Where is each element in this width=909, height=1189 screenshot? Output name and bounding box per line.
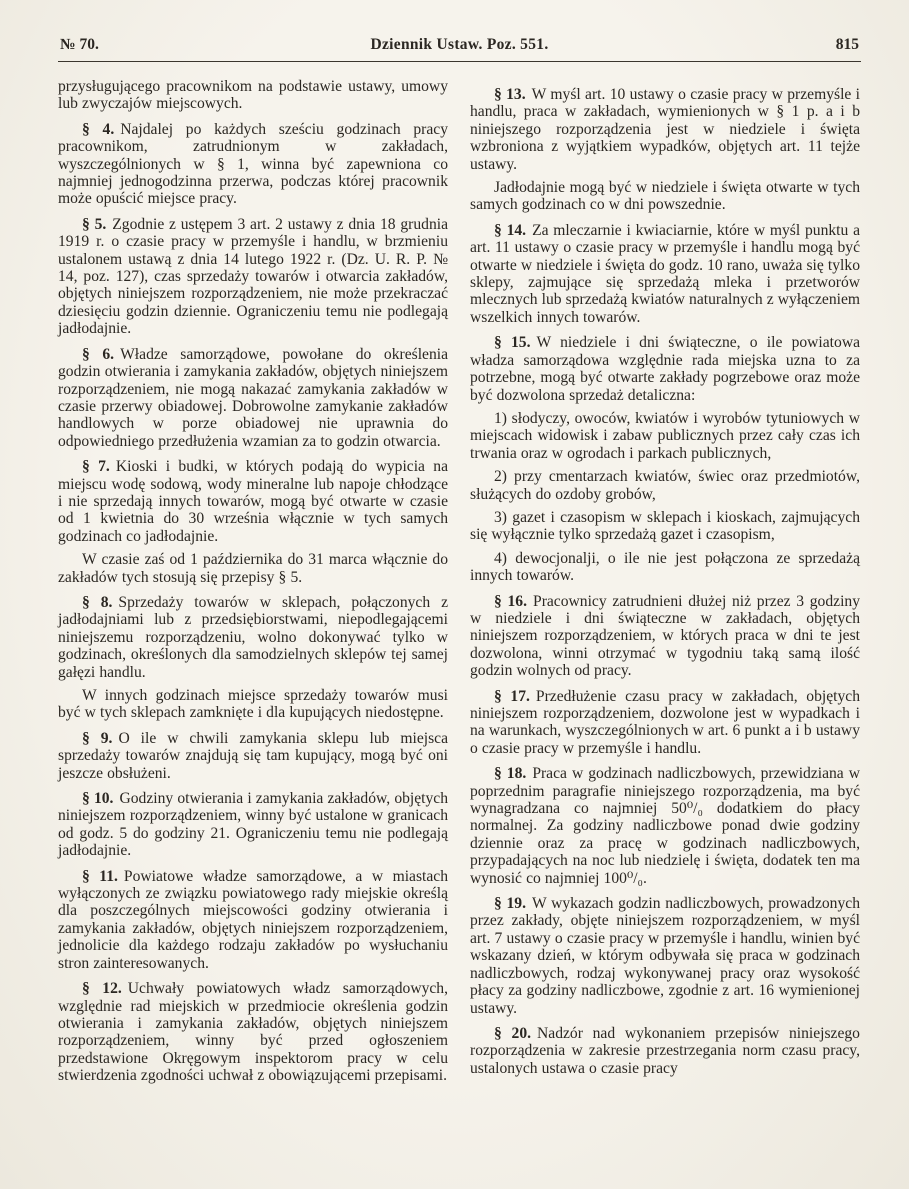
paragraph-text: 3) gazet i czasopism w sklepach i kioskach, zajmujących się wyłącznie tylko sprzedażą gazet i czasopism, [470,508,860,544]
paragraph-text: Powiatowe władze samorządowe, a w miastach wyłączonych ze związku powiatowego rady miejskie określą dla poszczególnych miejscowości godziny otwierania i zamykania zakładów, objętych niniejszem rozporządzeniem, jednolicie dla każdego rodzaju zakładów po wysłuchaniu stron zainteresowanych. [58,867,448,972]
section-paragraph [470,593,860,680]
paragraph-text: Kioski i budki, w których podają do wypicia na miejscu wodę sodową, wody mineralne lub napoje chłodzące i nie sprzedają innych towarów, mogą być otwarte w czasie od 1 kwietnia do 30 września włącznie w tych samych godzinach co jadłodajnie. [58,458,449,545]
section-number: § 5. [82,215,107,233]
two-column-body [58,78,861,1085]
paragraph-text: W czasie zaś od 1 października do 31 marca włącznie do zakładów tych stosują się przepisy § 5. [58,551,448,586]
paragraph-text: Sprzedaży towarów w sklepach, połączonych z jadłodajniami lub z przedsiębiorstwami, niepodlegającemi niniejszemu rozporządzeniu, wolno dokonywać tylko w godzinach, określonych dla samodzielnych sklepów tej samej gałęzi handlu. [58,593,448,681]
page-header [58,30,861,62]
section-paragraph [470,334,860,404]
section-paragraph [58,458,448,545]
section-paragraph [470,688,860,758]
section-paragraph [58,346,448,450]
section-number: § 14. [494,221,527,239]
section-number: § 20. [494,1024,532,1042]
paragraph-text: Najdalej po każdych sześciu godzinach pracy pracownikom, zatrudnionym w zakładach, wyszczególnionych w § 1, winna być zapewniona co najmniej jednogodzinna przerwa, podczas której pracownik może opuścić miejsce pracy. [58,120,448,208]
paragraph [470,468,860,503]
paragraph-text: Przedłużenie czasu pracy w zakładach, objętych niniejszem rozporządzeniem, dozwolone jest w wypadkach i na warunkach, wyszczególnionych w art. 6 punkt a i b ustawy o czasie pracy w przemyśle i handlu. [470,687,861,757]
paragraph-text: W myśl art. 10 ustawy o czasie pracy w przemyśle i handlu, praca w zakładach, wymienionych w § 1 p. a i b niniejszego rozporządzenia jest w niedziele i święta wzbroniona z wyjątkiem wypadków, objętych art. 11 tejże ustawy. [470,86,860,173]
page-number: 815 [835,36,859,53]
section-number: § 15. [494,334,531,352]
paragraph-text: 4) dewocjonalji, o ile nie jest połączona ze sprzedażą innych towarów. [470,549,860,585]
paragraph [58,687,448,722]
section-number: § 19. [494,895,526,913]
section-paragraph [470,895,860,1017]
paragraph-text: przysługującego pracownikom na podstawie ustawy, umowy lub zwyczajów miejscowych. [58,78,448,113]
paragraph [470,179,860,214]
paragraph-text: Zgodnie z ustępem 3 art. 2 ustawy z dnia 18 grudnia 1919 r. o czasie pracy w przemyśle i handlu, w brzmieniu ustalonem ustawą z dnia 14 lutego 1922 r. (Dz. U. R. P. № 14, poz. 127), czas sprzedaży towarów i otwarcia zakładów, objętych niniejszem rozporządzeniem, nie może przekraczać dziesięciu godzin dziennie. Ograniczeniu temu nie podlegają jadłodajnie. [58,215,449,338]
paragraph-text: Nadzór nad wykonaniem przepisów niniejszego rozporządzenia w zakresie przestrzegania norm czasu pracy, ustalonych ustawa o czasie pracy [470,1024,860,1077]
section-number: § 16. [494,592,528,610]
paragraph [58,551,448,586]
section-number: § 13. [494,86,526,103]
paragraph-text: Praca w godzinach nadliczbowych, przewidziana w poprzednim paragrafie niniejszego rozporządzenia, ma być wynagradzana co najmniej 50⁰/₀ dodatkiem do płacy normalnej. Za godziny nadliczbowe ponad dwie godziny dziennie oraz za pracę w godzinach nadliczbowych, przypadających na noc lub niedzielę i święta, dodatek ten ma wynosić co najmniej 100⁰/₀. [470,765,861,887]
section-number: § 10. [82,790,114,808]
paragraph-text: Jadłodajnie mogą być w niedziele i święta otwarte w tych samych godzinach co w dni powszednie. [470,179,860,214]
section-number: § 8. [82,593,113,611]
paragraph-text: 1) słodyczy, owoców, kwiatów i wyrobów tytuniowych w miejscach widowisk i zabaw publicznych przez cały czas ich trwania oraz w ogrodach i parkach publicznych, [470,409,860,462]
paragraph-text: W wykazach godzin nadliczbowych, prowadzonych przez zakłady, objęte niniejszem rozporządzeniem, w myśl art. 7 ustawy o czasie pracy w przemyśle i handlu, winien być wskazany dzień, w którym odbywała się praca w godzinach nadliczbowych, rodzaj wykonywanej pracy oraz wysokość płacy za godziny nadliczbowe, zgodnie z art. 16 wymienionej ustawy. [470,895,860,1017]
paragraph-text: Godziny otwierania i zamykania zakładów, objętych niniejszem rozporządzeniem, winny być ustalone w granicach od godz. 5 do godziny 21. Ograniczeniu temu nie podlegają jadłodajnie. [58,790,449,860]
paragraph-text: Za mleczarnie i kwiaciarnie, które w myśl punktu a art. 11 ustawy o czasie pracy w przemyśle i handlu mogą być otwarte w niedziele i święta do godz. 10 rano, uważa się tylko sklepy, zajmujące się sprzedażą mleka i przetworów mlecznych lub sprzedażą kwiatów naturalnych z wyłączeniem wszelkich innych towarów. [470,221,861,326]
section-paragraph [470,765,860,887]
section-number: § 9. [82,729,113,747]
section-paragraph [470,222,860,326]
paragraph-text: Władze samorządowe, powołane do określenia godzin otwierania i zamykania zakładów, objętych niniejszem rozporządzeniem, nie mogą nakazać zamykania zakładów w czasie przerwy obiadowej. Dobrowolne zamykanie zakładów handlowych w porze obiadowej nie uprawnia do odpowiedniego przedłużenia wzamian za to godzin otwarcia. [58,345,448,450]
section-paragraph [58,594,448,681]
section-paragraph [470,1025,860,1077]
section-number: § 4. [82,120,115,138]
paragraph [470,550,860,585]
paragraph [470,509,860,544]
section-number: § 6. [82,345,115,363]
section-paragraph [58,790,448,860]
section-number: § 17. [494,687,530,705]
paragraph-text: 2) przy cmentarzach kwiatów, świec oraz przedmiotów, służących do ozdoby grobów, [470,468,860,503]
paragraph-text: W niedziele i dni świąteczne, o ile powiatowa władza samorządowa względnie rada miejska uzna to za potrzebne, mogą być otwarte zakłady pogrzebowe oraz może być dozwolona sprzedaż detaliczna: [470,334,860,404]
section-paragraph [58,730,448,782]
section-number: § 18. [494,765,527,783]
paragraph-text: W innych godzinach miejsce sprzedaży towarów musi być w tych sklepach zamknięte i dla kupujących niedostępne. [58,687,448,722]
paragraph-text: Uchwały powiatowych władz samorządowych, względnie rad miejskich w przedmiocie określenia godzin otwierania i zamykania zakładów, objętych niniejszem rozporządzeniem, winny być przed ogłoszeniem przedstawione Okręgowym inspektorom pracy w celu stwierdzenia zgodności uchwał z obowiązującemi przepisami. [58,980,448,1085]
journal-title: Dziennik Ustaw. Poz. 551. [370,36,549,53]
section-number: § 11. [82,867,118,885]
right-column [470,78,860,1085]
section-paragraph [58,980,448,1084]
issue-number: № 70. [60,36,99,53]
paragraph-text: Pracownicy zatrudnieni dłużej niż przez 3 godziny w niedziele i dni świąteczne w zakładach, objętych niniejszem rozporządzeniem, w których praca w dni te jest dozwolona, winni otrzymać w tygodniu taką samą ilość godzin wolnych od pracy. [470,592,860,680]
section-paragraph [470,86,860,173]
section-paragraph [58,216,448,338]
section-number: § 7. [82,458,110,476]
paragraph-text: O ile w chwili zamykania sklepu lub miejsca sprzedaży towarów znajdują się tam kupujący, mogą być oni jeszcze obsłużeni. [58,729,449,782]
left-column [58,78,448,1085]
section-paragraph [58,868,448,972]
section-number: § 12. [82,980,122,998]
paragraph [470,410,860,462]
paragraph [58,78,448,113]
section-paragraph [58,121,448,208]
